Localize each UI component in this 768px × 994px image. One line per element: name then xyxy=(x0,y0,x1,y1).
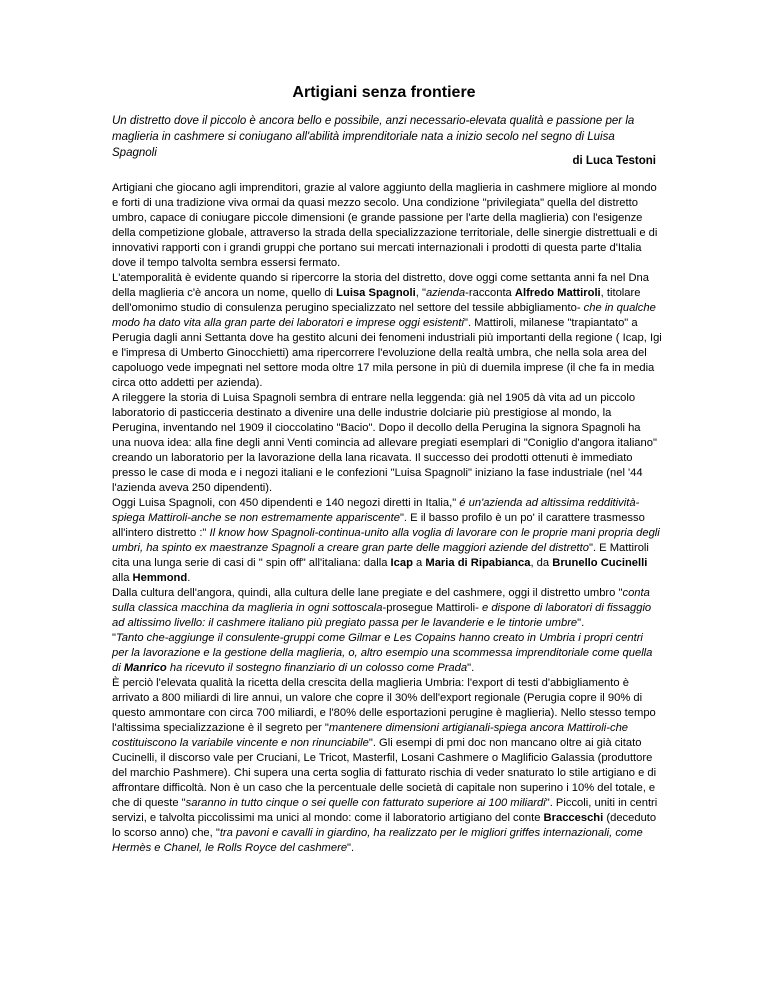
emphasis-text: Maria di Ripabianca xyxy=(425,557,531,569)
paragraph-text: ". xyxy=(577,617,585,629)
article-subtitle: Un distretto dove il piccolo è ancora bello e possibile, anzi necessario-elevata qualità e passione per la maglieria in cashmere si coniugano all'abilità imprenditoriale nata a inizio secolo nel segno di Luisa Spagnoli xyxy=(112,115,635,159)
emphasis-text: ha ricevuto il sostegno finanziario di un colosso come Prada xyxy=(166,662,468,674)
article-paragraph xyxy=(112,181,662,271)
emphasis-text: é un'azienda ad altissima redditività- xyxy=(459,497,640,509)
emphasis-text: Brunello Cucinelli xyxy=(552,557,648,569)
article-title: Artigiani senza frontiere xyxy=(292,84,476,101)
paragraph-text: -racconta xyxy=(465,287,515,299)
paragraph-text: alla xyxy=(112,572,133,584)
emphasis-text: che in qualche modo ha dato vita alla gran parte dei laboratori e imprese oggi esistenti xyxy=(112,302,656,329)
emphasis-text: conta sulla classica macchina da maglieria in ogni sottoscala xyxy=(112,587,650,614)
emphasis-text: mantenere dimensioni artigianali-spiega ancora Mattiroli-che costituiscono la variabile vincente e non rinunciabile xyxy=(112,722,629,749)
article-paragraph xyxy=(112,631,662,676)
emphasis-text: tra pavoni e cavalli in giardino, ha realizzato per le migliori griffes internazionali, come Hermès e Chanel, le Rolls Royce del cashmere xyxy=(112,827,643,854)
paragraph-text: -prosegue Mattiroli- xyxy=(382,602,482,614)
emphasis-text: Alfredo Mattiroli xyxy=(514,287,601,299)
emphasis-text: azienda xyxy=(425,287,466,299)
paragraph-text: A rileggere la storia di Luisa Spagnoli sembra di entrare nella leggenda: già nel 1905 dà vita ad un piccolo laboratorio di pasticceria destinato a divenire una delle industrie dolciarie più prestigiose al mondo, la Perugina, inventando nel 1909 il cioccolatino "Bacio". Dopo il decollo della Perugina la signora Spagnoli ha una nuova idea: alla fine degli anni Venti comincia ad allevare pregiati esemplari di "Coniglio d'angora italiano" creando un laboratorio per la lavorazione della lana ricavata. Il successo dei prodotti ottenuti è immediato presso le case di moda e i negozi italiani e le confezioni "Luisa Spagnoli" iniziano la fase industriale (nel '44 l'azienda aveva 250 dipendenti). xyxy=(112,392,657,494)
paragraph-text: . xyxy=(187,572,191,584)
paragraph-text: (deceduto lo scorso anno) che, " xyxy=(112,812,657,839)
article-paragraph xyxy=(112,271,662,391)
paragraph-text: ". Mattiroli, milanese "trapiantato" a Perugia dagli anni Settanta dove ha gestito alcuni dei fenomeni industriali più importanti della regione ( Icap, Igi e l'impresa di Umberto Ginocchietti) ama ripercorrere l'evoluzione della realtà umbra, che nella sola area del capoluogo vede impegnati nel settore moda oltre 17 mila persone in più di duemila imprese (il che fa in media circa otto addetti per azienda). xyxy=(112,317,662,389)
emphasis-text: spiega Mattiroli-anche se non estremamente appariscente xyxy=(112,512,400,524)
paragraph-text: Oggi Luisa Spagnoli, con 450 dipendenti e 140 negozi diretti in Italia," xyxy=(112,497,460,509)
article-paragraph xyxy=(112,496,662,586)
paragraph-text: ". Piccoli, uniti in centri servizi, e talvolta piccolissimi ma unici al mondo: come il laboratorio artigiano del conte xyxy=(112,797,658,824)
paragraph-text: a xyxy=(412,557,426,569)
paragraph-text: Dalla cultura dell'angora, quindi, alla cultura delle lane pregiate e del cashmere, oggi il distretto umbro " xyxy=(112,587,623,599)
paragraph-text: ". E il basso profilo è un po' il carattere trasmesso all'intero distretto :" xyxy=(112,512,645,539)
paragraph-text: , " xyxy=(415,287,426,299)
paragraph-text: L'atemporalità è evidente quando si ripercorre la storia del distretto, dove oggi come settanta anni fa nel Dna della maglieria c'è ancora un nome, quello di xyxy=(112,272,649,299)
emphasis-text: Hemmond xyxy=(132,572,188,584)
emphasis-text: Manrico xyxy=(123,662,167,674)
article-paragraph xyxy=(112,391,662,496)
emphasis-text: Bracceschi xyxy=(543,812,604,824)
article-author: di Luca Testoni xyxy=(572,155,656,167)
emphasis-text: Tanto che-aggiunge il consulente-gruppi come Gilmar e Les Copains hanno creato in Umbria i propri centri per la lavorazione e la gestione della maglieria, o, altro esempio una scommessa imprenditoriale come quella di xyxy=(112,632,653,674)
emphasis-text: Icap xyxy=(390,557,413,569)
paragraph-text: , titolare dell'omonimo studio di consulenza perugino specializzato nel settore del tessile abbigliamento- xyxy=(112,287,641,314)
paragraph-text: È perciò l'elevata qualità la ricetta della crescita della maglieria Umbria: l'export di testi d'abbigliamento è arrivato a 800 miliardi di lire annui, un valore che copre il 30% dell'export regionale (Perugia copre il 90% di questo ammontare con circa 700 miliardi, e l'80% delle esportazioni perugine è maglieria). Nello stesso tempo l'altissima specializzazione è il segreto per " xyxy=(112,677,656,734)
article-paragraph xyxy=(112,586,662,631)
emphasis-text: saranno in tutto cinque o sei quelle con fatturato superiore ai 100 miliardi xyxy=(185,797,546,809)
article-paragraph xyxy=(112,676,662,856)
emphasis-text: Luisa Spagnoli xyxy=(336,287,416,299)
emphasis-text: e dispone di laboratori di fissaggio ad altissimo livello: il cashmere italiano più pregiato passa per le lavanderie e le tintorie umbre xyxy=(112,602,652,629)
emphasis-text: Il know how Spagnoli-continua-unito alla voglia di lavorare con le proprie mani propria degli umbri, ha spinto ex maestranze Spagnoli a creare gran parte delle maggiori aziende del distretto xyxy=(112,527,660,554)
paragraph-text: ". xyxy=(347,842,355,854)
paragraph-text: ". E Mattiroli cita una lunga serie di casi di " spin off" all'italiana: dalla xyxy=(112,542,649,569)
paragraph-text: , da xyxy=(530,557,553,569)
paragraph-text: " xyxy=(112,632,116,644)
paragraph-text: ". xyxy=(467,662,475,674)
paragraph-text: Artigiani che giocano agli imprenditori, grazie al valore aggiunto della maglieria in cashmere migliore al mondo e forti di una tradizione viva ormai da quasi mezzo secolo. Una condizione "privilegiata" quella del distretto umbro, capace di coniugare piccole dimensioni (e grande passione per l'arte della maglieria) con l'esigenze della competizione globale, attraverso la strada della specializzazione territoriale, delle sinergie distrettuali e di innovativi rapporti con i grandi gruppi che portano sui mercati internazionali i prodotti di questa parte d'Italia dove il tempo talvolta sembra essersi fermato. xyxy=(112,182,658,269)
paragraph-text: ". Gli esempi di pmi doc non mancano oltre ai già citato Cucinelli, il discorso vale per Cruciani, Le Tricot, Masterfil, Losani Cashmere o Maglificio Galassia (produttore del marchio Pashmere). Chi supera una certa soglia di fatturato rischia di veder snaturato lo stile artigiano e di affrontare difficoltà. Non è un caso che la percentuale delle società di capitale non superino i 10% del totale, e che di queste " xyxy=(112,737,657,809)
article-body xyxy=(112,181,662,856)
